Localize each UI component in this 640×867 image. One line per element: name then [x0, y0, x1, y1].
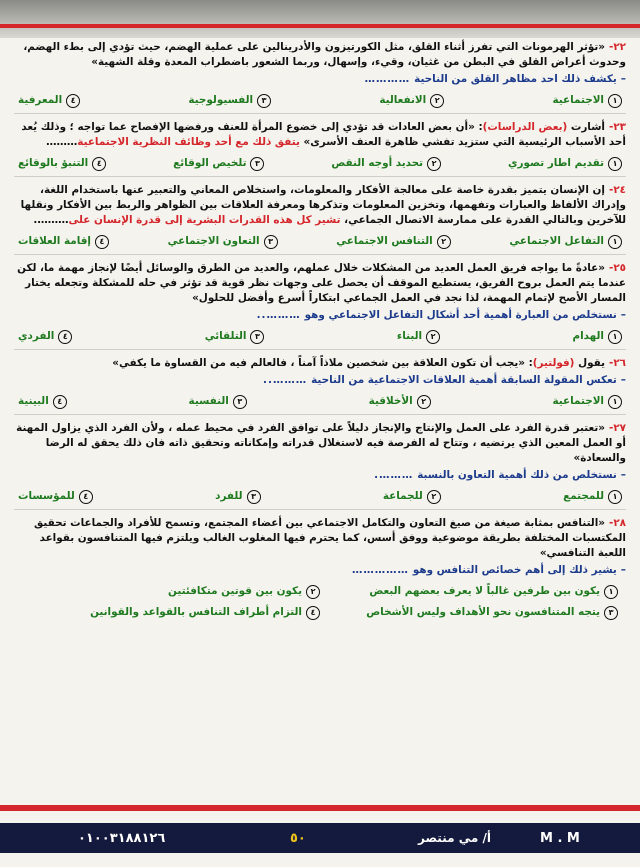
option-number-circle: ٣	[257, 94, 271, 108]
option-1[interactable]	[320, 584, 618, 599]
option-number-circle: ١	[608, 330, 622, 344]
question-instruction: يشير ذلك إلى أهم خصائص التنافس وهو	[412, 564, 617, 576]
option-1[interactable]	[552, 93, 622, 108]
option-2[interactable]	[331, 156, 441, 171]
option-number-circle: ١	[604, 585, 618, 599]
option-3[interactable]	[188, 93, 271, 108]
question-instruction: نستخلص من العبارة أهمية أحد أشكال التفاعل الاجتماعي وهو	[304, 309, 617, 321]
option-text: التلقائي	[204, 330, 247, 342]
question-text-quote: : «يجب أن تكون العلاقة بين شخصين ملاذاً آمناً ، فالعالم فيه من القساوة ما يكفي»	[112, 357, 533, 369]
option-number-circle: ٢	[427, 490, 441, 504]
option-text: الانفعالية	[379, 94, 427, 106]
question-instruction: نستخلص من ذلك أهمية التعاون بالنسبة	[417, 469, 617, 481]
divider	[14, 349, 626, 350]
question-number: ٢٥-	[608, 262, 626, 274]
question-number: ٢٣-	[608, 121, 626, 133]
option-text: يكون بين قوتين متكافئتين	[168, 585, 302, 597]
option-text: التعاون الاجتماعي	[167, 235, 260, 247]
option-text: البينية	[18, 395, 49, 407]
question-number: ٢٤-	[608, 184, 626, 196]
option-number-circle: ٢	[437, 235, 451, 249]
option-text: تقديم اطار تصوري	[507, 157, 604, 169]
option-text: الاجتماعية	[552, 94, 604, 106]
question-23	[14, 120, 626, 171]
option-number-circle: ٣	[233, 395, 247, 409]
option-text: المعرفية	[18, 94, 63, 106]
footer-page-number: ٥٠	[290, 830, 306, 846]
option-number-circle: ٤	[95, 235, 109, 249]
option-number-circle: ٤	[92, 157, 106, 171]
option-text: النفسية	[188, 395, 229, 407]
question-text: «التنافس بمثابة صيغة من صيغ التعاون والتكامل الاجتماعي بين أعضاء المجتمع، وتسمح للأفراد والجماعات تحقيق المكتسبات المختلفة بطريقة موضوعية ووفق أسس، كما يحترم فيها المغلوب الغالب ويلتزم فيها المتنافسون بقواعد اللعبة التنافسي»	[34, 517, 626, 559]
option-3[interactable]	[320, 605, 618, 620]
option-text: التفاعل الاجتماعي	[509, 235, 604, 247]
option-number-circle: ١	[608, 157, 622, 171]
option-3[interactable]	[205, 329, 265, 344]
question-text: «عادةً ما يواجه فريق العمل العديد من المشكلات خلال عملهم، والعديد من الطرق والوسائل أيضًا لإنجاز مهمة ما، لكن عندما يتم العمل بروح الفريق، يستطيع الموقف أن يحصل على وجهات نظر قوية قد تؤثر في حله للمشكلة وتجعله يختار المسار الأصح لإتمام المهمة، لذا نجد في العمل الجماعي ابتكاراً أسرع وأفضل للحلول»	[17, 262, 626, 304]
option-number-circle: ٤	[306, 606, 320, 620]
option-text: تحديد أوجه النقص	[331, 157, 424, 169]
question-instruction: يكشف ذلك احد مظاهر القلق من الناحية	[414, 73, 617, 85]
option-3[interactable]	[173, 156, 264, 171]
option-text: للمؤسسات	[18, 490, 75, 502]
footer-initials: M . M	[540, 830, 580, 846]
option-4[interactable]	[18, 234, 109, 249]
options	[18, 329, 622, 344]
question-25: ٢٥-«عادةً ما يواجه فريق العمل العديد من المشكلات خلال عملهم، والعديد من الطرق والوسائل أيضًا لإنجاز مهمة ما، لكن عندما يتم العمل بروح الفريق، يستطيع الموقف أن يحصل على وجهات نظر قوية قد تؤثر في حله للمشكلة وتجعله يختار المسار الأصح لإتمام المهمة، لذا نجد في العمل الجماعي ابتكاراً أسرع وأفضل للحلول» – نستخلص من العبارة أهمية أحد أشكال التفاعل الاجتماعي وهو ……….. ١ الهدام ٢ البناء ٣ التلقائي ٤ الفردي	[17, 262, 626, 342]
option-2[interactable]	[397, 329, 440, 344]
option-number-circle: ٣	[250, 157, 264, 171]
question-text: «تعتبر قدرة الفرد على العمل والإنتاج والإنجاز دليلاً على توافق الفرد في محيط عمله ، ولأن الفرد الذي يزاول المهنة أو العمل المعين الذي يرتضيه ، وتتاح له الفرصة فيه لاستغلال قدراته وإمكاناته وتحقيق ذاته فان ذلك يحقق له الرضا والسعادة»	[16, 422, 626, 464]
option-number-circle: ٢	[430, 94, 444, 108]
page-footer	[0, 805, 640, 867]
answer-blank: ………..	[263, 374, 308, 386]
option-3[interactable]	[189, 394, 247, 409]
question-text: أشارت	[570, 121, 605, 133]
question-22: ٢٢-«تؤثر الهرمونات التي تفرز أثناء القلق، مثل الكورتيزون والأدرينالين على عملية الهضم، حيث تؤدي إلى بطء الهضم، وحدوث أعراض القلق في البطن من غثيان، وقيء، وإسهال، وربما الشعور باضطراب المعدة وقلة الشهية» – يكشف ذلك احد مظاهر القلق من الناحية ………… ١ الاجتماعية ٢ الانفعالية ٣ الفسيولوجية ٤ المعرفية	[18, 41, 626, 106]
option-2[interactable]	[383, 489, 441, 504]
source-highlight: (بعض الدراسات)	[482, 121, 568, 133]
question-27: ٢٧-«تعتبر قدرة الفرد على العمل والإنتاج والإنجاز دليلاً على توافق الفرد في محيط عمله ، ولأن الفرد الذي يزاول المهنة أو العمل المعين الذي يرتضيه ، وتتاح له الفرصة فيه لاستغلال قدراته وإمكاناته وتحقيق ذاته فان ذلك يحقق له الرضا والسعادة» – نستخلص من ذلك أهمية التعاون بالنسبة ………. ١ للمجتمع ٢ للجماعة ٣ للفرد ٤ للمؤسسات	[16, 422, 626, 502]
question-text: يقول	[578, 357, 605, 369]
question-number: ٢٦-	[608, 357, 626, 369]
option-number-circle: ١	[608, 395, 622, 409]
option-1[interactable]	[508, 156, 622, 171]
option-text: التزام أطراف التنافس بالقواعد والقوانين	[90, 606, 302, 618]
option-text: التنافس الاجتماعي	[336, 235, 433, 247]
option-number-circle: ٢	[417, 395, 431, 409]
option-2[interactable]	[369, 394, 431, 409]
answer-blank: ……….	[374, 469, 414, 481]
option-1[interactable]	[552, 394, 622, 409]
option-number-circle: ١	[608, 94, 622, 108]
option-text: الأخلاقية	[368, 395, 413, 407]
option-number-circle: ٢	[306, 585, 320, 599]
option-number-circle: ١	[608, 235, 622, 249]
option-text: يتجه المتنافسون نحو الأهداف وليس الأشخاص	[366, 606, 600, 618]
option-text: التنبؤ بالوقائع	[18, 157, 89, 169]
option-4[interactable]	[18, 489, 93, 504]
question-instruction: تشير كل هذه القدرات البشرية إلى قدرة الإنسان على	[68, 214, 341, 226]
question-number: ٢٢-	[608, 41, 626, 53]
option-number-circle: ٢	[426, 330, 440, 344]
options	[18, 489, 622, 504]
option-text: الاجتماعية	[552, 395, 604, 407]
option-text: تلخيص الوقائع	[173, 157, 247, 169]
option-1[interactable]	[509, 234, 622, 249]
question-26: ٢٦-يقول (فولتير): «يجب أن تكون العلاقة بين شخصين ملاذاً آمناً ، فالعالم فيه من القساوة ما يكفي» – تعكس المقولة السابقة أهمية العلاقات الاجتماعية من الناحية ……….. ١ الاجتماعية ٢ الأخلاقية ٣ النفسية ٤ البينية	[18, 357, 626, 407]
option-number-circle: ٣	[264, 235, 278, 249]
option-1[interactable]	[572, 329, 622, 344]
divider	[14, 113, 626, 114]
option-4[interactable]	[18, 394, 67, 409]
question-number: ٢٨-	[608, 517, 626, 529]
source-highlight: (فولتير)	[532, 357, 575, 369]
footer-bar	[0, 823, 640, 853]
footer-red-line	[0, 805, 640, 811]
questions-page	[14, 40, 626, 805]
option-3[interactable]	[215, 489, 260, 504]
option-number-circle: ٤	[53, 395, 67, 409]
question-instruction: تعكس المقولة السابقة أهمية العلاقات الاجتماعية من الناحية	[311, 374, 617, 386]
question-28: ٢٨-«التنافس بمثابة صيغة من صيغ التعاون والتكامل الاجتماعي بين أعضاء المجتمع، وتسمح للأفراد والجماعات تحقيق المكتسبات المختلفة بطريقة موضوعية ووفق أسس، كما يحترم فيها المغلوب الغالب ويلتزم فيها المتنافسون بقواعد اللعبة التنافسي» – يشير ذلك إلى أهم خصائص التنافس وهو …………… ١ يكون بين طرفين غالباً لا يعرف بعضهم البعض ٢ يكون بين قوتين متكافئتين ٣ يتجه المتنافسون نحو الأهداف وليس الأشخاص ٤ التزام أطراف التنافس بالقواعد والقوانين	[14, 516, 626, 620]
question-text-quote: : «أن بعض العادات قد تؤدي إلى خضوع المرأة للعنف ورفضها الإفصاح عما تواجه ؛ وذلك يُعد أحد الأسباب الرئيسية التي ستزيد تفشي ظاهرة العنف الأسرى»	[21, 121, 626, 148]
option-number-circle: ٢	[427, 157, 441, 171]
option-number-circle: ٤	[58, 330, 72, 344]
option-text: البناء	[396, 330, 423, 342]
options	[18, 234, 622, 249]
options	[22, 584, 618, 620]
option-2[interactable]	[22, 584, 320, 599]
footer-author: أ/ مي منتصر	[418, 831, 491, 845]
question-number: ٢٧-	[608, 422, 626, 434]
option-text: الفردي	[18, 330, 55, 342]
option-4[interactable]	[18, 93, 80, 108]
question-instruction: يتفق ذلك مع أحد وظائف النظرية الاجتماعية	[77, 136, 300, 148]
option-2[interactable]	[336, 234, 450, 249]
option-number-circle: ٤	[79, 490, 93, 504]
divider	[14, 509, 626, 510]
option-number-circle: ٣	[247, 490, 261, 504]
option-3[interactable]	[168, 234, 278, 249]
option-number-circle: ٣	[604, 606, 618, 620]
answer-blank: ………	[46, 136, 78, 148]
divider	[14, 176, 626, 177]
option-4[interactable]	[18, 156, 106, 171]
options	[18, 394, 622, 409]
option-number-circle: ٤	[66, 94, 80, 108]
question-text: إن الإنسان يتميز بقدرة خاصة على معالجة الأفكار والمعلومات، واستخلاص المعاني والتعبير عنها باستخدام اللغة، وإدراك الألفاظ والعبارات وتفهمها، وتخزين المعلومات وتذكرها ومعرفة العلاقات بين الظواهر والربط بين الأفكار ونقلها للآخرين وبالتالي القدرة على ممارسة الاتصال الجماعي،	[20, 184, 626, 226]
answer-blank: ………..	[256, 309, 301, 321]
question-24	[14, 183, 626, 249]
option-text: الفسيولوجية	[188, 94, 254, 106]
option-number-circle: ٣	[250, 330, 264, 344]
footer-phone: ٠١٠٠٣١٨٨١٢٦	[78, 830, 166, 846]
answer-blank: ……………	[351, 564, 409, 576]
option-4[interactable]	[18, 329, 72, 344]
answer-blank: …………	[364, 73, 411, 85]
top-red-line	[0, 24, 640, 28]
options	[18, 93, 622, 108]
option-1[interactable]	[563, 489, 622, 504]
option-text: للمجتمع	[563, 490, 604, 502]
option-text: يكون بين طرفين غالباً لا يعرف بعضهم البعض	[369, 585, 600, 597]
divider	[14, 254, 626, 255]
answer-blank: ……….	[33, 214, 69, 226]
option-text: إقامة العلاقات	[18, 235, 91, 247]
option-2[interactable]	[379, 93, 444, 108]
option-text: الهدام	[572, 330, 604, 342]
question-text: «تؤثر الهرمونات التي تفرز أثناء القلق، مثل الكورتيزون والأدرينالين على عملية الهضم، حيث تؤدي إلى بطء الهضم، وحدوث أعراض القلق في البطن من غثيان، وقيء، وإسهال، وربما الشعور باضطراب المعدة وقلة الشهية»	[23, 41, 626, 68]
option-4[interactable]	[22, 605, 320, 620]
top-banner	[0, 0, 640, 38]
option-number-circle: ١	[608, 490, 622, 504]
option-text: للجماعة	[382, 490, 423, 502]
divider	[14, 414, 626, 415]
options	[18, 156, 622, 171]
option-text: للفرد	[215, 490, 243, 502]
